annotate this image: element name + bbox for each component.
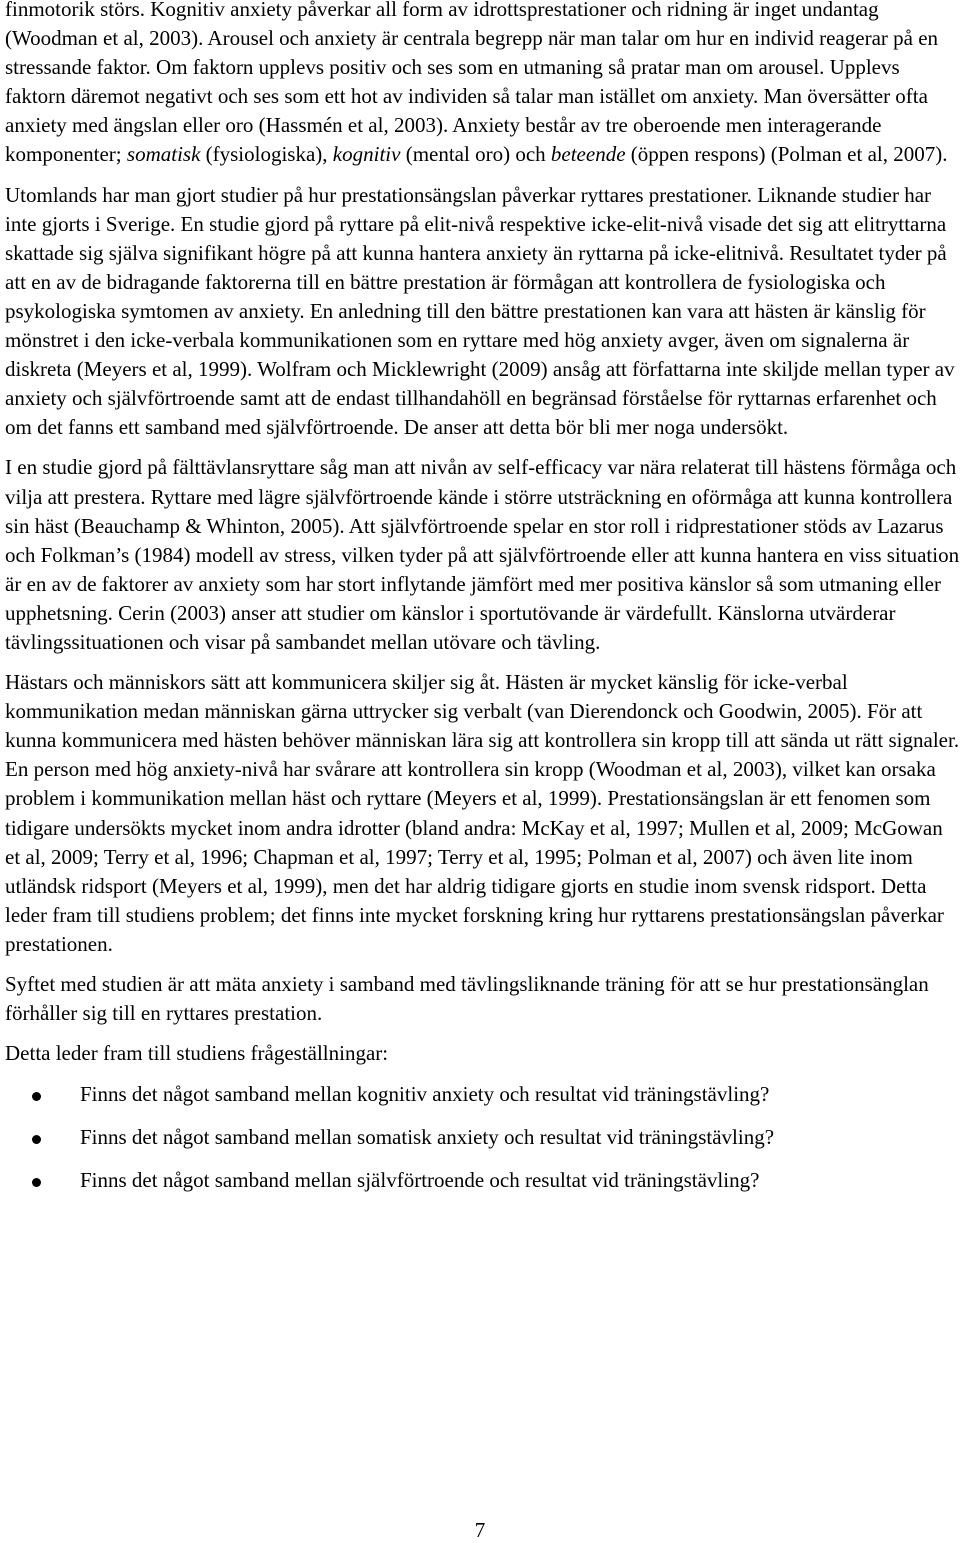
text-run: (öppen respons) (Polman et al, 2007). bbox=[625, 142, 948, 167]
bullet-icon bbox=[32, 1092, 41, 1101]
list-item bbox=[5, 1080, 960, 1109]
text-run: Syftet med studien är att mäta anxiety i samband med tävlingsliknande träning för att se hur prestationsänglan förhåller sig till en ryttares prestation. bbox=[5, 972, 929, 1026]
bullet-icon bbox=[32, 1178, 41, 1187]
text-run: (fysiologiska), bbox=[200, 142, 333, 167]
text-run: finmotorik störs. Kognitiv anxiety påverkar all form av idrottsprestationer och ridning är inget undantag (Woodman et al, 2003). Arousel och anxiety är centrala begrepp när man talar om hur en individ reagerar på en stressande faktor. Om faktorn upplevs positiv och ses som en utmaning så pratar man om arousel. Upplevs faktorn däremot negativt och ses som ett hot av individen så talar man istället om anxiety. Man översätter ofta anxiety med ängslan eller oro (Hassmén et al, 2003). Anxiety består av tre oberoende men interagerande komponenter; bbox=[5, 0, 939, 167]
list-item bbox=[5, 1166, 960, 1195]
text-run-italic: kognitiv bbox=[332, 142, 401, 167]
paragraph-communication bbox=[5, 668, 960, 959]
text-run-italic: beteende bbox=[550, 142, 626, 167]
question-text: Finns det något samband mellan somatisk anxiety och resultat vid träningstävling? bbox=[80, 1125, 775, 1150]
document-page bbox=[5, 0, 960, 1209]
text-run: Utomlands har man gjort studier på hur prestationsängslan påverkar ryttares prestationer. Liknande studier har inte gjorts i Sverige. En studie gjord på ryttare på elit-nivå respektive icke-elit-nivå visade det sig att elitryttarna skattade sig själva signifikant högre på att kunna hantera anxiety än ryttarna på icke-elitnivå. Resultatet tyder på att en av de bidragande faktorerna till en bättre prestation är förmågan att kontrollera de fysiologiska och psykologiska symtomen av anxiety. En anledning till den bättre prestationen kan vara att hästen är känslig för mönstret i den icke-verbala kommunikationen som en ryttare med hög anxiety avger, även om signalerna är diskreta (Meyers et al, 1999). Wolfram och Micklewright (2009) ansåg att författarna inte skiljde mellan typer av anxiety och självförtroende samt att de endast tillhandahöll en begränsad förståelse för ryttarnas erfarenhet och om det fanns ett samband med självförtroende. De anser att detta bör bli mer noga undersökt. bbox=[5, 182, 955, 440]
page-number: 7 bbox=[474, 1518, 486, 1542]
text-run-italic: somatisk bbox=[126, 142, 201, 167]
paragraph-questions-intro bbox=[5, 1039, 960, 1068]
paragraph-purpose bbox=[5, 970, 960, 1028]
text-run: Hästars och människors sätt att kommunicera skiljer sig åt. Hästen är mycket känslig för icke-verbal kommunikation medan människan gärna uttrycker sig verbalt (van Dierendonck och Goodwin, 2005). För att kunna kommunicera med hästen behöver människan lära sig att kontrollera sin kropp till att sända ut rätt signaler. En person med hög anxiety-nivå har svårare att kontrollera sin kropp (Woodman et al, 2003), vilket kan orsaka problem i kommunikation mellan häst och ryttare (Meyers et al, 1999). Prestationsängslan är ett fenomen som tidigare undersökts mycket inom andra idrotter (bland andra: McKay et al, 1997; Mullen et al, 2009; McGowan et al, 2009; Terry et al, 1996; Chapman et al, 1997; Terry et al, 1995; Polman et al, 2007) och även lite inom utländsk ridsport (Meyers et al, 1999), men det har aldrig tidigare gjorts en studie inom svensk ridsport. Detta leder fram till studiens problem; det finns inte mycket forskning kring hur ryttarens prestationsängslan påverkar prestationen. bbox=[5, 670, 960, 956]
bullet-icon bbox=[32, 1135, 41, 1144]
paragraph-anxiety-definition bbox=[5, 0, 960, 170]
question-text: Finns det något samband mellan kognitiv anxiety och resultat vid träningstävling? bbox=[80, 1082, 770, 1107]
text-run: I en studie gjord på fälttävlansryttare såg man att nivån av self-efficacy var nära relaterat till hästens förmåga och vilja att prestera. Ryttare med lägre självförtroende kände i större utsträckning en oförmåga att kunna kontrollera sin häst (Beauchamp & Whinton, 2005). Att självförtroende spelar en stor roll i ridprestationer stöds av Lazarus och Folkman’s (1984) modell av stress, vilken tyder på att självförtroende eller att kunna hantera en viss situation är en av de faktorer av anxiety som har stort inflytande jämfört med mer positiva känslor så som utmaning eller upphetsning. Cerin (2003) anser att studier om känslor i sportutövande är värdefullt. Känslorna utvärderar tävlingssituationen och visar på sambandet mellan utövare och tävling. bbox=[5, 455, 960, 654]
text-run: (mental oro) och bbox=[400, 142, 551, 167]
paragraph-international-studies bbox=[5, 181, 960, 443]
question-text: Finns det något samband mellan självförtroende och resultat vid träningstävling? bbox=[80, 1168, 760, 1193]
research-questions-list bbox=[5, 1080, 960, 1195]
list-item bbox=[5, 1123, 960, 1152]
text-run: Detta leder fram till studiens frågeställningar: bbox=[5, 1041, 389, 1066]
paragraph-self-efficacy bbox=[5, 453, 960, 657]
